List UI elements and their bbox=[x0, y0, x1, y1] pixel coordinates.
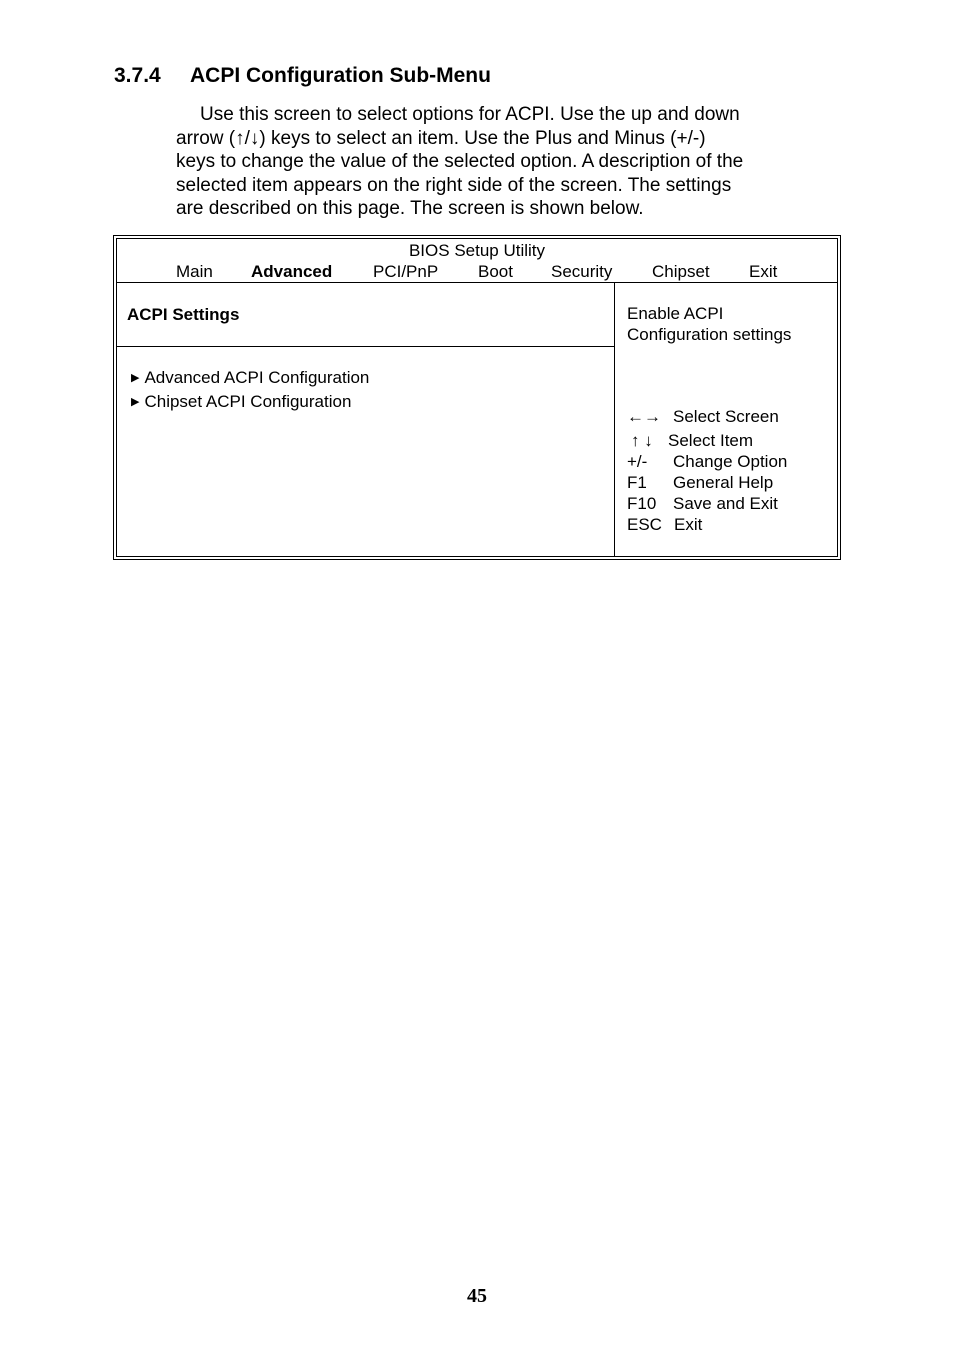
intro-line: Use this screen to select options for ACPI. Use the up and down bbox=[200, 104, 740, 125]
divider bbox=[117, 346, 614, 347]
section-title: ACPI Configuration Sub-Menu bbox=[190, 64, 491, 87]
bios-frame bbox=[116, 238, 838, 557]
key-desc: Select Screen bbox=[673, 407, 779, 426]
triangle-right-icon: ▶ bbox=[131, 396, 140, 408]
up-down-arrow-icon: ↑ ↓ bbox=[631, 431, 653, 451]
key-desc: Select Item bbox=[668, 431, 754, 451]
tab-advanced[interactable]: Advanced bbox=[251, 262, 333, 281]
key-desc: General Help bbox=[673, 472, 774, 492]
settings-panel bbox=[117, 283, 615, 556]
tab-security[interactable]: Security bbox=[551, 262, 613, 281]
key-row bbox=[627, 515, 703, 536]
key-label: ESC bbox=[627, 515, 662, 535]
intro-line: selected item appears on the right side of the screen. The settings bbox=[176, 174, 732, 196]
menu-item-label: Chipset ACPI Configuration bbox=[144, 392, 352, 411]
bios-screen bbox=[113, 235, 841, 560]
section-number: 3.7.4 bbox=[114, 64, 161, 87]
tab-exit[interactable]: Exit bbox=[749, 262, 778, 281]
left-right-arrow-icon: ←→ bbox=[627, 407, 661, 426]
submenu-list bbox=[131, 367, 369, 415]
intro-paragraph bbox=[176, 103, 806, 221]
intro-line: keys to change the value of the selected option. A description of the bbox=[176, 151, 744, 173]
tab-main[interactable]: Main bbox=[176, 262, 213, 281]
bios-header bbox=[117, 239, 837, 283]
intro-line: are described on this page. The screen is shown below. bbox=[176, 198, 644, 220]
tab-pci-pnp[interactable]: PCI/PnP bbox=[373, 262, 439, 281]
key-row bbox=[627, 407, 779, 428]
menu-item-chipset-acpi[interactable] bbox=[131, 391, 369, 415]
help-description bbox=[627, 303, 791, 345]
key-desc: Exit bbox=[674, 515, 703, 535]
menu-item-label: Advanced ACPI Configuration bbox=[144, 368, 370, 387]
bios-title: BIOS Setup Utility bbox=[408, 241, 546, 260]
help-panel bbox=[615, 283, 837, 556]
key-label: F1 bbox=[627, 472, 647, 492]
menu-item-advanced-acpi[interactable] bbox=[131, 367, 369, 391]
key-label: F10 bbox=[627, 494, 657, 514]
help-line: Enable ACPI bbox=[627, 304, 724, 323]
help-line: Configuration settings bbox=[627, 325, 792, 344]
key-row bbox=[627, 494, 778, 515]
key-row bbox=[627, 451, 788, 473]
section-heading bbox=[114, 64, 491, 88]
page-number: 45 bbox=[467, 1285, 487, 1307]
key-row bbox=[627, 431, 754, 452]
key-label: +/- bbox=[627, 451, 648, 471]
triangle-right-icon: ▶ bbox=[131, 372, 140, 384]
key-desc: Save and Exit bbox=[673, 494, 778, 514]
group-title: ACPI Settings bbox=[127, 305, 240, 324]
intro-line: arrow (↑/↓) keys to select an item. Use the Plus and Minus (+/-) bbox=[176, 127, 706, 149]
key-desc: Change Option bbox=[673, 451, 788, 471]
tab-chipset[interactable]: Chipset bbox=[652, 262, 710, 281]
key-legend bbox=[627, 407, 788, 535]
key-row bbox=[627, 472, 774, 494]
tab-boot[interactable]: Boot bbox=[478, 262, 513, 281]
